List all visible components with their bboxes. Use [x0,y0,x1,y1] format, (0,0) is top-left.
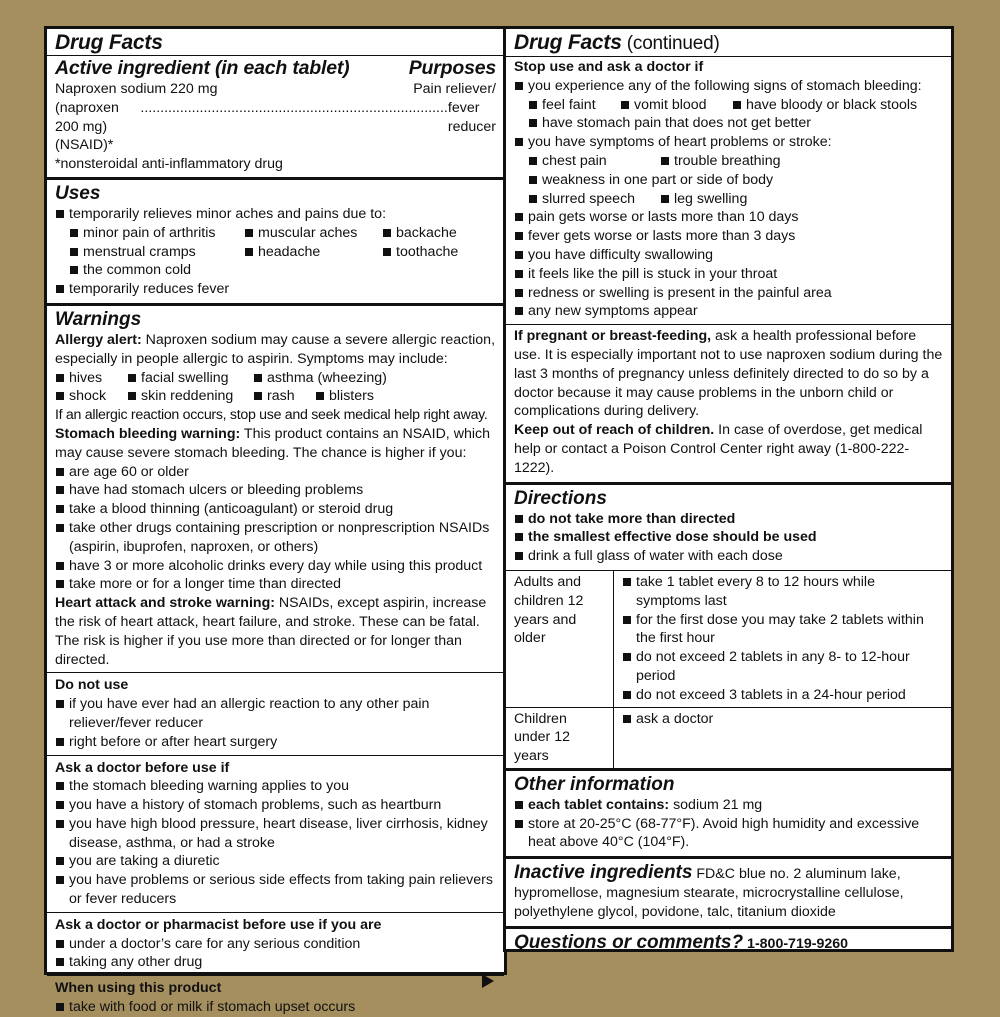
list-item: have stomach pain that does not get better [528,114,943,133]
list-item: take other drugs containing prescription or nonprescription NSAIDs (aspirin, ibuprofen, naproxen, or others) [55,519,496,557]
list-item: you have problems or serious side effects from taking pain relievers or fever reducers [55,871,496,909]
list-item: temporarily reduces fever [55,280,496,299]
list-item: you have high blood pressure, heart disease, liver cirrhosis, kidney disease, asthma, or had a stroke [55,815,496,853]
list-item: drink a full glass of water with each dose [514,547,943,566]
list-item: ask a doctor [622,710,943,729]
other-information-section [506,771,951,859]
right-panel [503,26,954,952]
list-item: rash [253,387,315,406]
allergy-alert-label: Allergy alert: [55,331,142,348]
list-item: have bloody or black stools [732,96,943,115]
footnote: *nonsteroidal anti-inflammatory drug [55,156,283,173]
list-item: the smallest effective dose should be used [514,528,943,547]
heart-warning-text: NSAIDs, except aspirin, increase the risk of heart attack, heart failure, and stroke. These can be fatal. The risk is higher if you use more than directed or for longer than directed. [55,595,487,668]
list-item: pain gets worse or lasts more than 10 days [514,208,943,227]
allergy-after-text: If an allergic reaction occurs, stop use and seek medical help right away. [55,407,488,424]
list-item: store at 20-25°C (68-77°F). Avoid high humidity and excessive heat above 40°C (104°F). [514,815,943,853]
list-item: chest pain [528,152,660,171]
keep-out-text: In case of overdose, get medical help or contact a Poison Control Center right away (1-800-222-1222). [514,422,923,476]
list-item: have 3 or more alcoholic drinks every day while using this product [55,557,496,576]
tablet-contains-label: each tablet contains: [528,796,670,813]
pregnant-text: ask a health professional before use. It is especially important not to use naproxen sodium during the last 3 months of pregnancy unless definitely directed to do so by a doctor because it may cause problems in the unborn child or complications during delivery. [514,328,943,420]
stop-use-section [506,29,951,485]
list-item: toothache [382,243,492,262]
inactive-ingredients-heading: Inactive ingredients [514,862,693,884]
arrow-right-icon [482,974,494,988]
list-item: you have a history of stomach problems, such as heartburn [55,796,496,815]
list-item: it feels like the pill is stuck in your throat [514,265,943,284]
purpose-line-2: fever reducer [447,99,496,135]
list-item: asthma (wheezing) [253,369,496,388]
ask-pharmacist-heading: Ask a doctor or pharmacist before use if you are [55,916,382,933]
heart-warning-label: Heart attack and stroke warning: [55,595,275,612]
list-item: have had stomach ulcers or bleeding problems [55,481,496,500]
list-item: you experience any of the following signs of stomach bleeding: [514,77,943,96]
active-ingredient-heading: Active ingredient (in each tablet) [55,57,350,79]
list-item: you have difficulty swallowing [514,246,943,265]
uses-heading: Uses [55,182,101,204]
list-item: right before or after heart surgery [55,733,496,752]
drug-facts-title: Drug Facts [55,31,163,54]
list-item: trouble breathing [660,152,943,171]
active-ingredient-section: Drug Facts Active ingredient (in each tablet) Purposes Naproxen sodium 220 mg Pain reliever/ (naproxen 200 mg) (NSAID)* .............................................................................. fever reducer *nonsteroidal anti-inflammatory drug [47,29,504,180]
warnings-heading: Warnings [55,308,142,330]
dosage-table [506,570,951,768]
purposes-heading: Purposes [408,57,496,79]
list-item: for the first dose you may take 2 tablets within the first hour [622,611,943,649]
pregnant-label: If pregnant or breast-feeding, [514,328,712,345]
inactive-ingredients-section [506,859,951,929]
list-item: shock [55,387,127,406]
list-item: muscular aches [244,224,382,243]
directions-heading: Directions [514,487,607,509]
list-item: feel faint [528,96,620,115]
children-label: Children under 12 years [506,707,614,768]
list-item: leg swelling [660,190,943,209]
keep-out-label: Keep out of reach of children. [514,422,715,439]
list-item: backache [382,224,492,243]
list-item: minor pain of arthritis [69,224,244,243]
when-using-heading: When using this product [55,980,222,997]
list-item: take more or for a longer time than directed [55,575,496,594]
list-item: menstrual cramps [69,243,244,262]
other-information-heading: Other information [514,773,675,795]
list-item: the stomach bleeding warning applies to you [55,777,496,796]
list-item: take with food or milk if stomach upset occurs [55,998,496,1017]
list-item: if you have ever had an allergic reaction to any other pain reliever/fever reducer [55,695,496,733]
list-item: you have symptoms of heart problems or stroke: [514,133,943,152]
list-item: weakness in one part or side of body [528,171,943,190]
questions-heading: Questions or comments? [514,931,744,953]
list-item: taking any other drug [55,953,496,972]
questions-phone: 1-800-719-9260 [743,935,849,952]
drug-facts-continued-title: Drug Facts (continued) [514,31,720,54]
adults-label: Adults and children 12 years and older [506,571,614,707]
tablet-contains-text: sodium 21 mg [669,796,763,813]
list-item: do not exceed 3 tablets in a 24-hour period [622,686,943,705]
inactive-ingredients-text: FD&C blue no. 2 aluminum lake, hypromellose, magnesium stearate, microcrystalline cellulose, polyethylene glycol, povidone, talc, titanium dioxide [514,866,904,921]
stomach-warning-label: Stomach bleeding warning: [55,425,241,442]
ingredient-line-2: (naproxen 200 mg) (NSAID)* [55,99,119,154]
uses-section [47,180,504,306]
list-item: take a blood thinning (anticoagulant) or steroid drug [55,500,496,519]
list-item: you are taking a diuretic [55,852,496,871]
list-item: slurred speech [528,190,660,209]
stomach-warning-text: This product contains an NSAID, which may cause severe stomach bleeding. The chance is higher if you: [55,425,490,461]
list-item: facial swelling [127,369,253,388]
ask-doctor-heading: Ask a doctor before use if [55,759,230,776]
list-item: the common cold [69,261,244,280]
list-item: redness or swelling is present in the painful area [514,284,943,303]
list-item: any new symptoms appear [514,302,943,321]
list-item: are age 60 or older [55,463,496,482]
purpose-line-1: Pain reliever/ [413,81,496,97]
list-item: hives [55,369,127,388]
list-item: vomit blood [620,96,732,115]
list-item: blisters [315,387,496,406]
list-item: take 1 tablet every 8 to 12 hours while symptoms last [622,573,943,611]
list-item: skin reddening [127,387,253,406]
warnings-section [47,306,504,1016]
list-item: headache [244,243,382,262]
ingredient-line-1: Naproxen sodium 220 mg [55,81,218,97]
stop-use-heading: Stop use and ask a doctor if [514,59,704,75]
left-panel [44,26,507,1016]
list-item: do not exceed 2 tablets in any 8- to 12-hour period [622,648,943,686]
allergy-alert-text: Naproxen sodium may cause a severe allergic reaction, especially in people allergic to aspirin. Symptoms may include: [55,331,496,367]
do-not-use-heading: Do not use [55,677,129,694]
list-item: temporarily relieves minor aches and pains due to: [55,205,496,224]
directions-section [506,485,951,771]
list-item: fever gets worse or lasts more than 3 days [514,227,943,246]
questions-section [506,929,951,958]
list-item: under a doctor’s care for any serious condition [55,935,496,954]
list-item: do not take more than directed [514,510,943,529]
